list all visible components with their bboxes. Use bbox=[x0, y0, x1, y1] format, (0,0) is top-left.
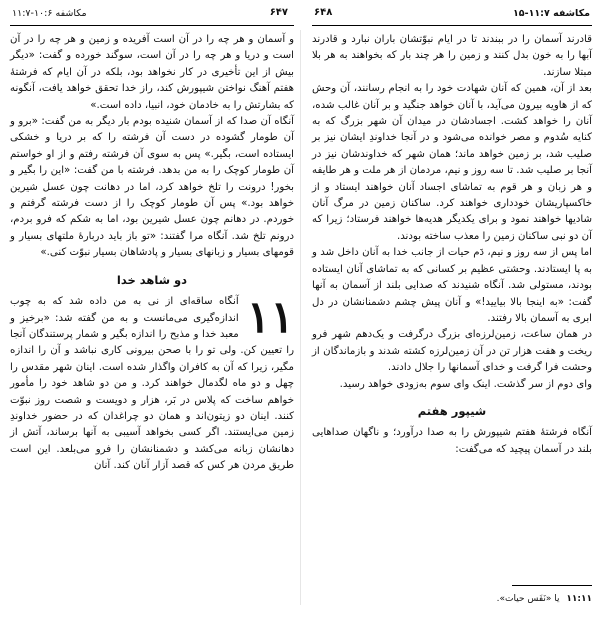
footnote-rule bbox=[512, 585, 592, 586]
left-page-number: ۶۴۷ bbox=[269, 7, 288, 18]
right-page bbox=[306, 0, 600, 626]
paragraph: وای دوم از سر گذشت. اینک وای سوم به‌زودی خواهد رسید. bbox=[339, 378, 592, 390]
page-gutter bbox=[300, 30, 301, 605]
paragraph: و آسمان و هر چه را در آن است آفریده و زمین و هر چه را در آن است و دریا و هر چه را در آن است، سوگند خورده و گفت: «دیگر بیش از این تأخیری در کار نخواهد بود، بلکه در آن ایام که فرشتهٔ هفتم آهنگ نواختن شیپورش کند، راز خدا تحقق خواهد یافت، آنگونه که بشارتش را به خادمان خود، انبیا، داده است.» bbox=[10, 34, 294, 111]
footnote bbox=[312, 585, 592, 604]
left-page-header bbox=[10, 0, 294, 26]
right-page-header bbox=[312, 0, 592, 26]
header-rule bbox=[312, 25, 592, 26]
paragraph: آنگاه فرشتهٔ هفتم شیپورش را به صدا درآورد؛ و ناگهان صداهایی بلند در آسمان پیچید که می‌گفت: bbox=[312, 427, 592, 455]
paragraph: بعد از آن، همین که آنان شهادت خود را به انجام رسانند، آن وحش که از هاویه بیرون می‌آید، با آنان خواهد جنگید و بر آنان غالب شده، آنان را خواهد کشت. اجسادشان در میدان آن شهر بزرگ که به کنایه سُدوم و مصر خوانده می‌شود و در آنجا خداوندِ ایشان نیز بر صلیب شد، بر زمین خواهد ماند؛ همان شهر که خداوندشان نیز در آنجا بر صلیب شد. تا سه روز و نیم، مردمان از هر ملت و هر طایفه و هر زبان و هر قوم به تماشای اجساد آنان خواهند ایستاد و از خاکسپاریشان خودداری خواهند کرد. ساکنان زمین در مرگ آنان شادیها خواهند نمود و برای یکدیگر هدیه‌ها خواهند فرستاد؛ زیرا که آن دو نبی ساکنان زمین را معذب ساخته بودند. bbox=[311, 83, 592, 242]
section-title: شیپور هفتم bbox=[417, 403, 487, 418]
paragraph: قادرند آسمان را در ببندند تا در ایام نبوّتشان باران نبارد و قادرند آبها را به خون بدل کنند و زمین را هر چند بار که بخواهند به هر بلا مبتلا سازند. bbox=[312, 34, 592, 78]
right-header-reference: مکاشفه ۱۱:۷-۱۵ bbox=[513, 8, 590, 19]
footnote-reference: ۱۱:۱۱ bbox=[566, 594, 592, 604]
paragraph: آنگاه آن صدا که از آسمان شنیده بودم بار دیگر به من گفت: «برو و آن طومار گشوده در دست آن فرشته را که بر دریا و خشکی ایستاده است، بگیر.» پس به سوی آن فرشته رفتم و از او خواستم آن طومار کوچک را به من بدهد. فرشته با من گفت: «این را بگیر و بخور! درونت را تلخ خواهد کرد، اما در دهانت چون عسل شیرین خواهد بود.» پس آن طومار کوچک را از دست فرشته گرفتم و خوردم. در دهانم چون عسل شیرین بود، اما به شکم که فرو بردم، درونم تلخ شد. آنگاه مرا گفتند: «تو باز باید دربارهٔ ملتهای بسیار و قومهای بسیار و زبانهای بسیار و پادشاهان بسیار نبوّت کنی.» bbox=[10, 116, 294, 259]
chapter-number: ۱۱ bbox=[246, 292, 294, 344]
section-title: دو شاهد خدا bbox=[116, 272, 188, 287]
right-page-body bbox=[312, 26, 592, 458]
right-page-number: ۶۴۸ bbox=[314, 7, 333, 18]
header-rule bbox=[10, 25, 294, 26]
chapter-text: آنگاه ساقه‌ای از نی به من داده شد که به چوب اندازه‌گیری می‌مانست و به من گفته شد: «برخیز و معبد خدا و مذبح را اندازه بگیر و شمار پرستندگان آنجا را تعیین کن. ولی تو را با صحن بیرونی کاری نباشد و آن را اندازه مگیر، زیرا که آن به کافران واگذار شده است. اینان شهر مقدس را چهل و دو ماه لگدمال خواهند کرد. و من دو شاهد خود را مأمور خواهم ساخت که پلاس در بَر، هزار و دویست و شصت روز نبوّت کنند. اینان دو زیتون‌اند و همان دو چراغدان که در حضور خداوندِ زمین می‌ایستند. اگر کسی بخواهد آسیبی به آنها برساند، آتش از دهانشان زبانه می‌کشد و دشمنانشان را فرو می‌بلعد. این است طریق مردن هر کس که قصد آزار آنان کند. آنان bbox=[10, 296, 294, 472]
left-header-reference: مکاشفه ۱۰:۶-۱۱:۷ bbox=[12, 8, 87, 19]
paragraph: اما پس از سه روز و نیم، دَم حیات از جانب خدا به آنان داخل شد و به پا ایستادند. وحشتی عظیم بر کسانی که به تماشای آنان ایستاده بودند، مستولی شد. آنگاه شنیدند که صدایی بلند از آسمان به آنها گفت: «به اینجا بالا بیایید!» و آنان پیش چشم دشمنانشان در دل ابری به آسمان بالا رفتند. bbox=[312, 247, 592, 324]
chapter-block bbox=[10, 294, 294, 474]
left-page-body bbox=[10, 26, 294, 475]
paragraph: در همان ساعت، زمین‌لرزه‌ای بزرگ درگرفت و یک‌دهم شهر فرو ریخت و هفت هزار تن در آن زمین‌لرزه کشته شدند و بازماندگان از وحشت فرا گرفت و خدای آسمانها را جلال دادند. bbox=[312, 329, 592, 374]
footnote-text: یا «نَفَس حیات». bbox=[496, 594, 560, 604]
